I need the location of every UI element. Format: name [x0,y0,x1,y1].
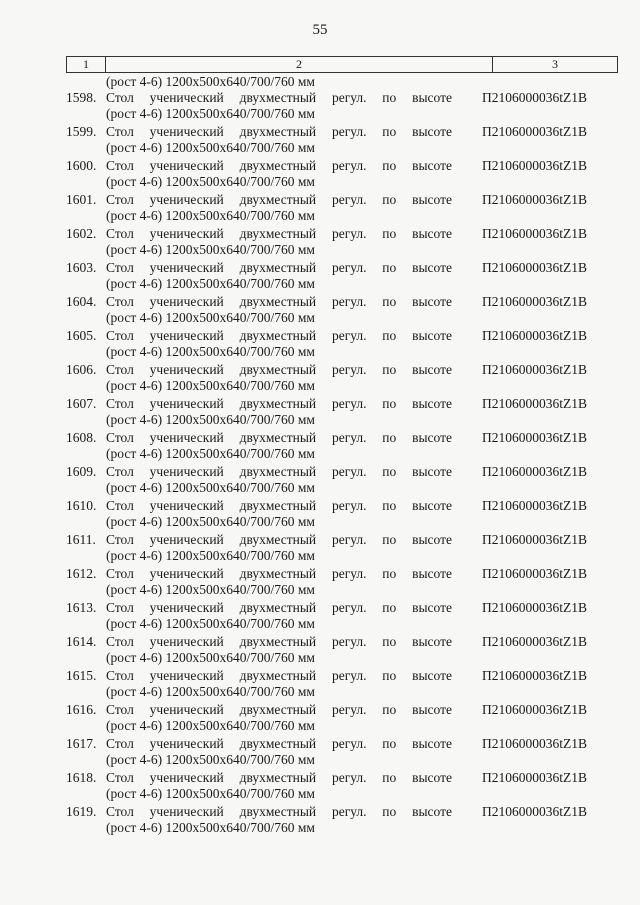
row-code: П2106000036tZ1B [482,532,588,547]
row-description-line2: (рост 4-6) 1200x500x640/700/760 мм [106,174,315,189]
row-description-line2: (рост 4-6) 1200x500x640/700/760 мм [106,412,315,427]
row-description-line1: Стол ученический двухместный регул. по высоте [106,260,452,275]
row-description-line1: Стол ученический двухместный регул. по высоте [106,770,452,785]
row-description-line2: (рост 4-6) 1200x500x640/700/760 мм [106,684,315,699]
row-description-line1: Стол ученический двухместный регул. по высоте [106,362,452,377]
row-code: П2106000036tZ1B [482,124,588,139]
row-description [106,192,452,224]
table-row [66,362,618,396]
page-number: 55 [312,22,328,38]
continued-line: (рост 4-6) 1200x500x640/700/760 мм [106,74,315,89]
row-description-line2: (рост 4-6) 1200x500x640/700/760 мм [106,786,315,801]
table-row [66,498,618,532]
row-description [106,770,452,802]
row-description-line1: Стол ученический двухместный регул. по высоте [106,226,452,241]
row-number: 1599. [66,124,97,139]
row-number: 1606. [66,362,97,377]
row-description [106,328,452,360]
row-description-line2: (рост 4-6) 1200x500x640/700/760 мм [106,616,315,631]
row-description-line2: (рост 4-6) 1200x500x640/700/760 мм [106,548,315,563]
table-row [66,770,618,804]
table-body [66,90,618,838]
row-description-line1: Стол ученический двухместный регул. по высоте [106,804,452,819]
row-description-line2: (рост 4-6) 1200x500x640/700/760 мм [106,514,315,529]
row-number: 1608. [66,430,97,445]
row-description [106,600,452,632]
row-code: П2106000036tZ1B [482,770,588,785]
table-row [66,396,618,430]
table-row [66,736,618,770]
row-code: П2106000036tZ1B [482,158,588,173]
table-row [66,192,618,226]
row-description [106,158,452,190]
table-row [66,430,618,464]
row-number: 1598. [66,90,97,105]
row-number: 1603. [66,260,97,275]
row-description [106,668,452,700]
row-description [106,362,452,394]
row-code: П2106000036tZ1B [482,328,588,343]
row-description-line2: (рост 4-6) 1200x500x640/700/760 мм [106,310,315,325]
row-number: 1602. [66,226,97,241]
row-code: П2106000036tZ1B [482,396,588,411]
row-description-line1: Стол ученический двухместный регул. по высоте [106,702,452,717]
row-code: П2106000036tZ1B [482,498,588,513]
row-description [106,124,452,156]
row-description-line1: Стол ученический двухместный регул. по высоте [106,668,452,683]
row-number: 1616. [66,702,97,717]
table-row [66,464,618,498]
row-number: 1605. [66,328,97,343]
row-description-line2: (рост 4-6) 1200x500x640/700/760 мм [106,140,315,155]
row-description [106,294,452,326]
row-number: 1611. [66,532,96,547]
row-description-line1: Стол ученический двухместный регул. по высоте [106,90,452,105]
row-description-line2: (рост 4-6) 1200x500x640/700/760 мм [106,480,315,495]
row-description-line1: Стол ученический двухместный регул. по высоте [106,158,452,173]
row-description-line2: (рост 4-6) 1200x500x640/700/760 мм [106,344,315,359]
row-description [106,532,452,564]
header-col-2: 2 [106,57,493,72]
row-description [106,396,452,428]
row-description-line2: (рост 4-6) 1200x500x640/700/760 мм [106,752,315,767]
items-table [66,56,618,838]
row-number: 1617. [66,736,97,751]
row-description-line1: Стол ученический двухместный регул. по высоте [106,566,452,581]
row-description-line1: Стол ученический двухместный регул. по высоте [106,396,452,411]
row-description-line2: (рост 4-6) 1200x500x640/700/760 мм [106,650,315,665]
row-number: 1615. [66,668,97,683]
table-header [66,56,618,73]
row-description-line1: Стол ученический двухместный регул. по высоте [106,634,452,649]
table-row [66,532,618,566]
row-code: П2106000036tZ1B [482,260,588,275]
row-description [106,498,452,530]
row-code: П2106000036tZ1B [482,668,588,683]
row-code: П2106000036tZ1B [482,90,588,105]
row-description [106,804,452,836]
row-description-line2: (рост 4-6) 1200x500x640/700/760 мм [106,242,315,257]
row-number: 1619. [66,804,97,819]
row-number: 1609. [66,464,97,479]
row-description-line2: (рост 4-6) 1200x500x640/700/760 мм [106,820,315,835]
row-description-line2: (рост 4-6) 1200x500x640/700/760 мм [106,378,315,393]
row-description [106,566,452,598]
row-description [106,702,452,734]
row-number: 1607. [66,396,97,411]
header-col-1: 1 [67,57,106,72]
row-description-line1: Стол ученический двухместный регул. по высоте [106,192,452,207]
row-description-line1: Стол ученический двухместный регул. по высоте [106,532,452,547]
row-number: 1601. [66,192,97,207]
table-row [66,226,618,260]
table-row [66,668,618,702]
row-number: 1612. [66,566,97,581]
row-code: П2106000036tZ1B [482,192,588,207]
table-row [66,804,618,838]
row-description-line2: (рост 4-6) 1200x500x640/700/760 мм [106,582,315,597]
row-description [106,260,452,292]
row-code: П2106000036tZ1B [482,226,588,241]
row-description-line1: Стол ученический двухместный регул. по высоте [106,464,452,479]
table-row [66,158,618,192]
row-description [106,464,452,496]
row-number: 1618. [66,770,97,785]
table-row [66,566,618,600]
row-number: 1614. [66,634,97,649]
row-description-line1: Стол ученический двухместный регул. по высоте [106,600,452,615]
row-description [106,736,452,768]
row-number: 1604. [66,294,97,309]
row-description-line2: (рост 4-6) 1200x500x640/700/760 мм [106,106,315,121]
header-col-3: 3 [552,57,558,71]
row-code: П2106000036tZ1B [482,634,588,649]
row-description-line2: (рост 4-6) 1200x500x640/700/760 мм [106,446,315,461]
row-number: 1610. [66,498,97,513]
row-description-line1: Стол ученический двухместный регул. по высоте [106,328,452,343]
row-description [106,226,452,258]
row-code: П2106000036tZ1B [482,566,588,581]
row-description [106,90,452,122]
row-description-line2: (рост 4-6) 1200x500x640/700/760 мм [106,208,315,223]
row-description-line1: Стол ученический двухместный регул. по высоте [106,736,452,751]
row-description-line1: Стол ученический двухместный регул. по высоте [106,430,452,445]
row-code: П2106000036tZ1B [482,294,588,309]
row-description-line2: (рост 4-6) 1200x500x640/700/760 мм [106,276,315,291]
row-code: П2106000036tZ1B [482,362,588,377]
row-code: П2106000036tZ1B [482,736,588,751]
row-code: П2106000036tZ1B [482,430,588,445]
row-code: П2106000036tZ1B [482,464,588,479]
row-code: П2106000036tZ1B [482,702,588,717]
table-row [66,600,618,634]
row-description-line1: Стол ученический двухместный регул. по высоте [106,294,452,309]
row-number: 1613. [66,600,97,615]
table-row [66,294,618,328]
table-row [66,634,618,668]
row-number: 1600. [66,158,97,173]
row-code: П2106000036tZ1B [482,600,588,615]
table-row [66,702,618,736]
table-row [66,124,618,158]
row-description [106,634,452,666]
table-row [66,260,618,294]
row-description-line2: (рост 4-6) 1200x500x640/700/760 мм [106,718,315,733]
row-description-line1: Стол ученический двухместный регул. по высоте [106,124,452,139]
table-row [66,328,618,362]
table-row [66,90,618,124]
row-description [106,430,452,462]
row-description-line1: Стол ученический двухместный регул. по высоте [106,498,452,513]
row-code: П2106000036tZ1B [482,804,588,819]
